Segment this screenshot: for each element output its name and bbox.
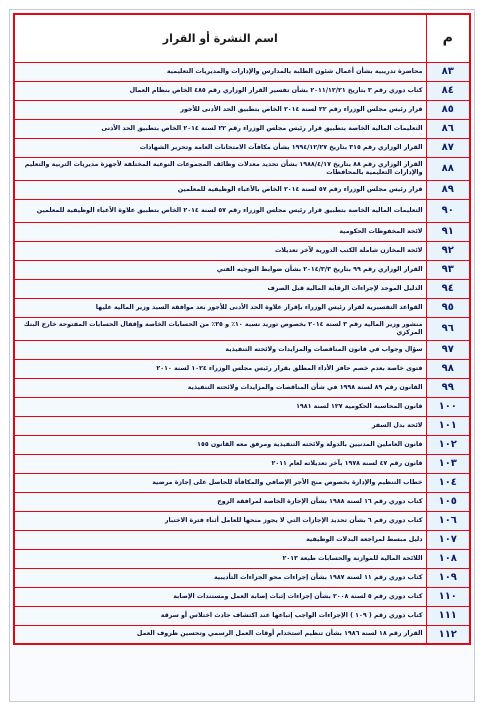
row-title: اللائحة المالية للموازنة والحسابات طبعة ٢٠١٣ (14, 549, 426, 568)
row-title: قانون رقم ٤٧ لسنة ١٩٧٨ بآخر تعديلاته لعام ٢٠١١ (14, 454, 426, 473)
table-row (14, 416, 470, 435)
row-title: القواعد التفسيرية لقرار رئيس الوزراء بإقرار علاوة الحد الأدنى للأجور بعد موافقة السيد وزير المالية عليها (14, 298, 426, 317)
row-number: ١٠٨ (426, 549, 470, 568)
number-column-header: م (426, 14, 470, 62)
row-title: خطاب التنظيم والإدارة بخصوص منح الأجر الإضافي والمكافأة للحاصل على إجازة مرضية (14, 473, 426, 492)
row-number: ٩٠ (426, 199, 470, 222)
table-row (14, 549, 470, 568)
row-number: ١٠٤ (426, 473, 470, 492)
table-row (14, 530, 470, 549)
table-row (14, 62, 470, 81)
table-row (14, 279, 470, 298)
table-row (14, 180, 470, 199)
table-row (14, 340, 470, 359)
table-row (14, 511, 470, 530)
row-title: كتاب دوري رقم ( ١٠٩ ) الإجراءات الواجب إتباعها عند اكتشاف حادث اختلاس أو سرقة (14, 606, 426, 625)
row-title: دليل مبسط لمراجعة البدلات الوظيفية (14, 530, 426, 549)
table-row (14, 81, 470, 100)
table-row (14, 625, 470, 644)
row-number: ٨٦ (426, 119, 470, 138)
row-title: قرار رئيس مجلس الوزراء رقم ٢٢ لسنة ٢٠١٤ الخاص بتطبيق الحد الأدنى للأجور (14, 100, 426, 119)
row-title: لائحة بدل السفر (14, 416, 426, 435)
row-title: فتوى خاصة بعدم خصم حافز الأداء المطلق بقرار رئيس مجلس الوزراء ١٠٢٤ لسنة ٢٠١٠ (14, 359, 426, 378)
row-number: ١١٢ (426, 625, 470, 644)
row-title: كتاب دوري رقم ٣ بتاريخ ٢٠١١/١٢/٢١ بشأن تفسير القرار الوزاري رقم ٤٨٥ الخاص بنظام العمال (14, 81, 426, 100)
row-number: ٩٥ (426, 298, 470, 317)
row-title: القرار الوزاري رقم ٨٨ بتاريخ ١٩٨٨/٤/١٧ بشأن تحديد معدلات وظائف المجموعات النوعية المختلفة لأجهزة مديريات التربية والتعليم والإدارات التعليمية بالمحافظات (14, 157, 426, 180)
table-row (14, 492, 470, 511)
row-number: ١١٠ (426, 587, 470, 606)
publications-table (13, 13, 471, 645)
row-title: محاضرة تدريبية بشأن أعمال شئون الطلبة بالمدارس والإدارات والمديريات التعليمية (14, 62, 426, 81)
row-number: ٩٨ (426, 359, 470, 378)
row-title: القرار الوزاري رقم ٩٩ بتاريخ ٢٠١٤/٣/٣ بشأن ضوابط التوجيه الفني (14, 260, 426, 279)
table-row (14, 157, 470, 180)
row-number: ٨٧ (426, 138, 470, 157)
row-number: ٩١ (426, 222, 470, 241)
table-row (14, 606, 470, 625)
row-number: ٨٩ (426, 180, 470, 199)
table-row (14, 378, 470, 397)
row-title: الدليل الموحد لإجراءات الرقابة المالية قبل الصرف (14, 279, 426, 298)
table-row (14, 138, 470, 157)
row-number: ٩٦ (426, 317, 470, 340)
table-row (14, 100, 470, 119)
table-row (14, 260, 470, 279)
table-header-row (14, 14, 470, 62)
row-title: التعليمات المالية الخاصة بتطبيق قرار رئيس مجلس الوزراء رقم ٢٢ لسنة ٢٠١٤ الخاص بتطبيق الحد الأدنى (14, 119, 426, 138)
table-row (14, 568, 470, 587)
table-row (14, 454, 470, 473)
row-title: التعليمات المالية الخاصة بتطبيق قرار رئيس مجلس الوزراء رقم ٥٧ لسنة ٢٠١٤ الخاص بتطبيق علاوة الأعباء الوظيفية للمعلمين (14, 199, 426, 222)
row-number: ١٠٣ (426, 454, 470, 473)
row-number: ١٠٢ (426, 435, 470, 454)
row-number: ٨٣ (426, 62, 470, 81)
row-number: ٩٤ (426, 279, 470, 298)
row-number: ٩٢ (426, 241, 470, 260)
row-number: ١٠٧ (426, 530, 470, 549)
row-title: قانون المحاسبة الحكومية ١٢٧ لسنة ١٩٨١ (14, 397, 426, 416)
table-row (14, 397, 470, 416)
row-title: قانون العاملين المدنيين بالدولة ولائحته التنفيذية ومرفق معه القانون ١٥٥ (14, 435, 426, 454)
row-title: القانون رقم ٨٩ لسنة ١٩٩٨ في شأن المناقصات والمزايدات ولائحته التنفيذية (14, 378, 426, 397)
row-title: كتاب دوري رقم ٦ بشأن تحديد الإجازات التي لا يجوز منحها للعامل أثناء فترة الاختبار (14, 511, 426, 530)
row-title: كتاب دوري رقم ٥ لسنة ٢٠٠٨ بشأن إجراءات إثبات إصابة العمل ومستندات الإصابة (14, 587, 426, 606)
row-title: كتاب دوري رقم ١١ لسنة ١٩٨٧ بشأن إجراءات محو الجزاءات التأديبية (14, 568, 426, 587)
title-column-header: اسم النشرة أو القرار (14, 14, 426, 62)
row-title: كتاب دوري رقم ١٦ لسنة ١٩٨٨ بشأن الإجازة الخاصة لمرافقة الزوج (14, 492, 426, 511)
row-title: لائحة المخازن شاملة الكتب الدورية لآخر تعديلات (14, 241, 426, 260)
table-row (14, 435, 470, 454)
row-number: ١٠٩ (426, 568, 470, 587)
row-number: ١٠٠ (426, 397, 470, 416)
row-title: سؤال وجواب في قانون المناقصات والمزايدات ولائحته التنفيذية (14, 340, 426, 359)
row-number: ١٠٥ (426, 492, 470, 511)
row-title: القرار الوزاري رقم ٣١٥ بتاريخ ١٩٩٤/١٢/٢٧ بشأن مكافآت الامتحانات العامة وتحرير الشهادات (14, 138, 426, 157)
table-row (14, 199, 470, 222)
row-title: منشور وزير المالية رقم ٣ لسنة ٢٠١٤ بخصوص توريد نسبة ١٠٪ و ٢٥٪ من الحسابات الخاصة وإقفال الحسابات المفتوحة خارج البنك المركزي (14, 317, 426, 340)
row-title: لائحة المخفوظات الحكومية (14, 222, 426, 241)
table-row (14, 222, 470, 241)
row-number: ٩٣ (426, 260, 470, 279)
row-title: القرار رقم ١٨ لسنة ١٩٨٦ بشأن تنظيم استخدام أوقات العمل الرسمي وتحسين ظروف العمل (14, 625, 426, 644)
row-number: ٩٩ (426, 378, 470, 397)
row-number: ٩٧ (426, 340, 470, 359)
row-number: ٨٤ (426, 81, 470, 100)
row-number: ٨٥ (426, 100, 470, 119)
table-row (14, 587, 470, 606)
row-title: قرار رئيس مجلس الوزراء رقم ٥٧ لسنة ٢٠١٤ الخاص بالأعباء الوظيفية للمعلمين (14, 180, 426, 199)
row-number: ١٠١ (426, 416, 470, 435)
table-row (14, 298, 470, 317)
table-row (14, 359, 470, 378)
row-number: ١٠٦ (426, 511, 470, 530)
table-row (14, 473, 470, 492)
table-row (14, 241, 470, 260)
table-row (14, 317, 470, 340)
row-number: ٨٨ (426, 157, 470, 180)
row-number: ١١١ (426, 606, 470, 625)
table-row (14, 119, 470, 138)
